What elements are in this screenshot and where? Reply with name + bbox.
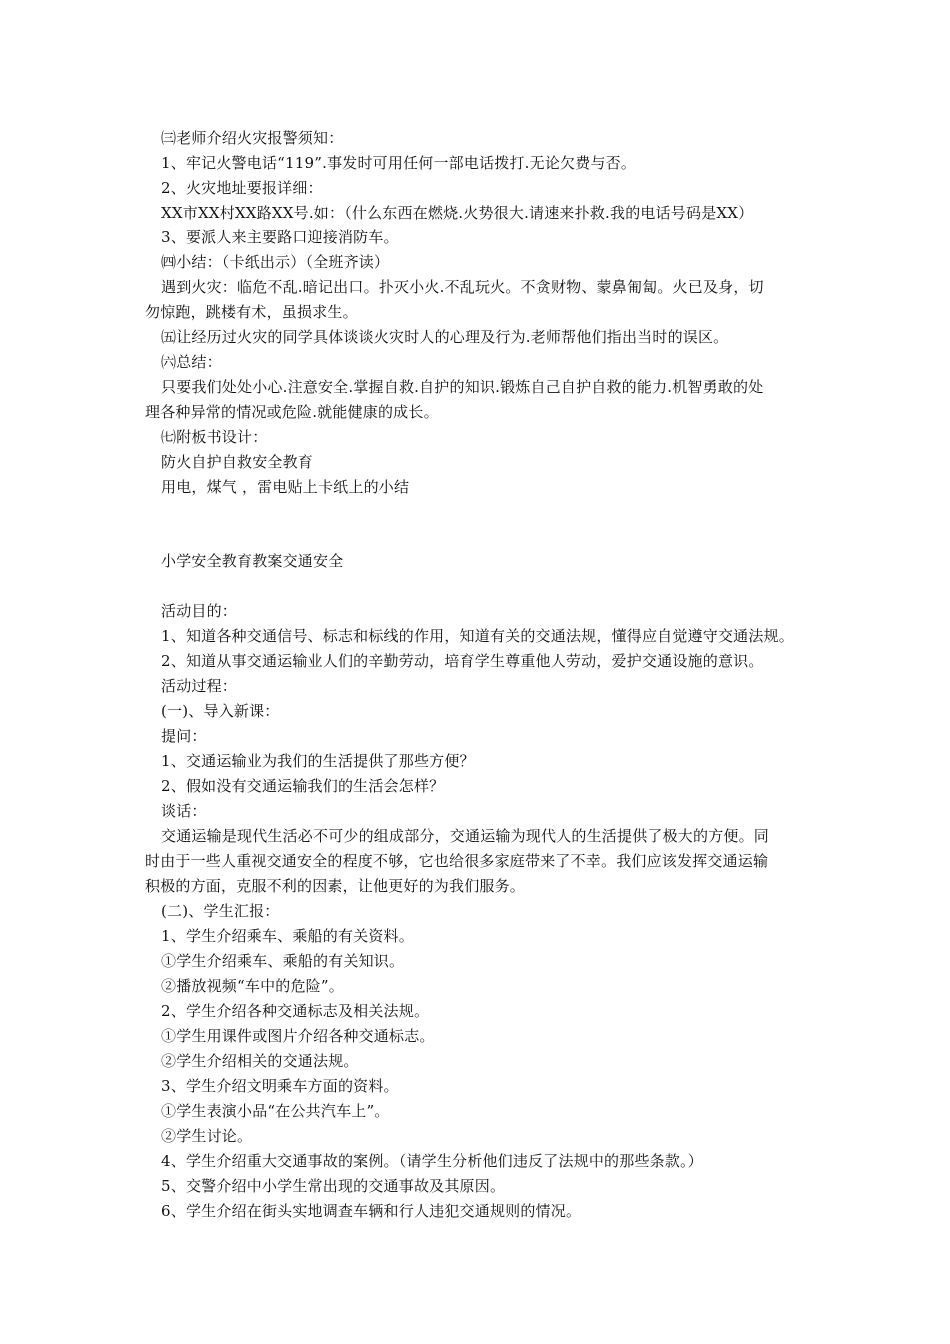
text-line: ①学生用课件或图片介绍各种交通标志。	[161, 1027, 435, 1045]
text-line: 1、交通运输业为我们的生活提供了那些方便？	[161, 752, 475, 770]
text-line: 2、火灾地址要报详细：	[161, 179, 323, 197]
text-line: 只要我们处处小心.注意安全.掌握自救.自护的知识.锻炼自己自护自救的能力.机智勇敢的处	[161, 378, 764, 396]
section-experience-heading: ㈤让经历过火灾的同学具体谈谈火灾时人的心理及行为.老师帮他们指出当时的误区。	[161, 328, 729, 346]
text-line: 2、知道从事交通运输业人们的辛勤劳动，培育学生尊重他人劳动，爱护交通设施的意识。	[161, 652, 764, 670]
text-line: 理各种异常的情况或危险.就能健康的成长。	[145, 403, 439, 421]
section-objectives-heading: 活动目的：	[161, 602, 238, 620]
section-summary-heading: ㈣小结：（卡纸出示）（全班齐读）	[161, 253, 390, 271]
text-line: 3、要派人来主要路口迎接消防车。	[161, 228, 399, 246]
text-line: 积极的方面，克服不利的因素，让他更好的为我们服务。	[145, 877, 526, 895]
text-line: 1、牢记火警电话“119”.事发时可用任何一部电话拨打.无论欠费与否。	[161, 154, 637, 172]
text-line: 遇到火灾：临危不乱.暗记出口。扑灭小火.不乱玩火。不贪财物、蒙鼻匍匐。火已及身，切	[161, 278, 764, 296]
section-fire-alarm-heading: ㈢老师介绍火灾报警须知：	[161, 129, 344, 147]
text-line: 1、知道各种交通信号、标志和标线的作用，知道有关的交通法规，懂得应自觉遵守交通法规。	[161, 627, 794, 645]
text-line: 时由于一些人重视交通安全的程度不够，它也给很多家庭带来了不幸。我们应该发挥交通运输	[145, 852, 769, 870]
text-line: ②学生介绍相关的交通法规。	[161, 1052, 359, 1070]
section-intro-heading: (一)、导入新课：	[161, 702, 280, 720]
section-conclusion-heading: ㈥总结：	[161, 353, 222, 371]
text-line: 谈话：	[161, 802, 207, 820]
text-line: ②播放视频“车中的危险”。	[161, 977, 344, 995]
document-title: 小学安全教育教案交通安全	[161, 552, 344, 570]
text-line: 用电，煤气 ，雷电贴上卡纸上的小结	[161, 478, 410, 496]
text-line: 3、学生介绍文明乘车方面的资料。	[161, 1077, 399, 1095]
text-line: ①学生表演小品“在公共汽车上”。	[161, 1102, 390, 1120]
text-line: 提问：	[161, 727, 207, 745]
text-line: 4、学生介绍重大交通事故的案例。（请学生分析他们违反了法规中的那些条款。）	[161, 1152, 703, 1170]
text-line: ②学生讨论。	[161, 1127, 253, 1145]
text-line: ①学生介绍乘车、乘船的有关知识。	[161, 952, 405, 970]
text-line: 1、学生介绍乘车、乘船的有关资料。	[161, 927, 414, 945]
text-line: XX市XX村XX路XX号.如：（什么东西在燃烧.火势很大.请速来扑救.我的电话号码是XX）	[161, 204, 754, 222]
section-report-heading: (二)、学生汇报：	[161, 902, 280, 920]
text-line: 2、假如没有交通运输我们的生活会怎样？	[161, 777, 445, 795]
text-line: 交通运输是现代生活必不可少的组成部分，交通运输为现代人的生活提供了极大的方便。同	[161, 827, 770, 845]
text-line: 5、交警介绍中小学生常出现的交通事故及其原因。	[161, 1177, 506, 1195]
text-line: 6、学生介绍在街头实地调查车辆和行人违犯交通规则的情况。	[161, 1202, 582, 1220]
text-line: 勿惊跑，跳楼有术，虽损求生。	[145, 303, 358, 321]
section-board-design-heading: ㈦附板书设计：	[161, 428, 268, 446]
text-line: 防火自护自救安全教育	[161, 453, 314, 471]
section-process-heading: 活动过程：	[161, 677, 238, 695]
text-line: 2、学生介绍各种交通标志及相关法规。	[161, 1002, 430, 1020]
